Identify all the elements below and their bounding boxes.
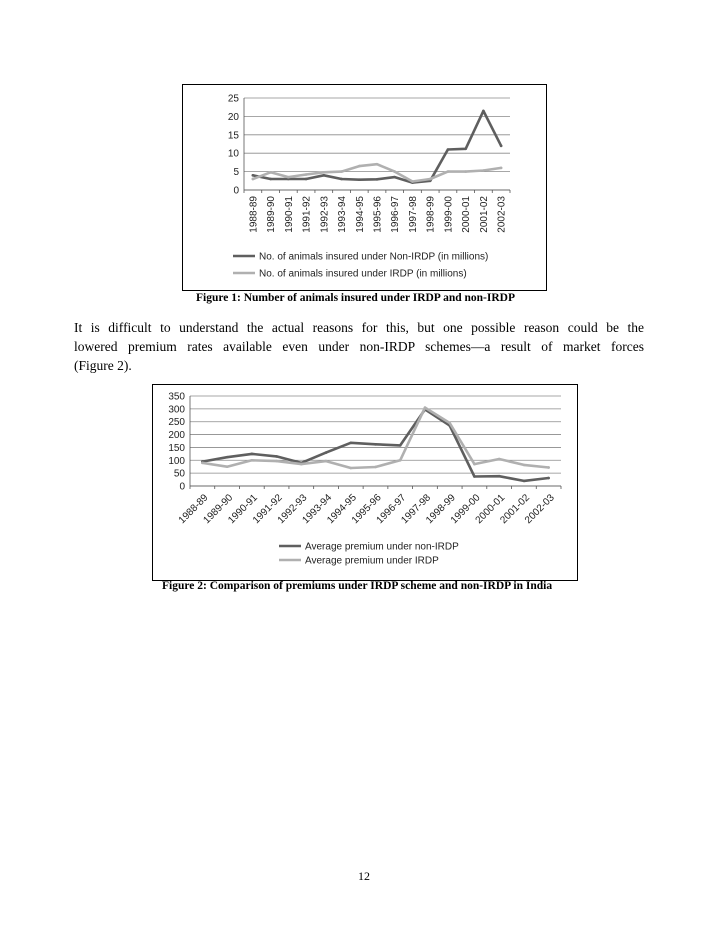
x-tick-label: 1989-90 — [201, 492, 236, 527]
x-tick-label: 2001-02 — [478, 196, 490, 233]
data-point — [300, 463, 303, 466]
data-point — [269, 178, 272, 181]
paragraph-line: lowered premium rates available even under non-IRDP schemes—a result of market forces — [74, 339, 644, 354]
data-point — [251, 459, 254, 462]
x-tick-label: 1999-00 — [443, 196, 455, 233]
x-tick-label: 1990-91 — [226, 492, 260, 527]
x-tick-label: 1999-00 — [448, 492, 483, 527]
x-tick-label: 1995-96 — [349, 492, 384, 527]
page-number: 12 — [358, 869, 370, 883]
y-tick-label: 0 — [233, 185, 239, 197]
y-tick-label: 150 — [168, 442, 185, 454]
data-point — [325, 451, 328, 454]
data-point — [500, 145, 503, 148]
x-tick-label: 2002-03 — [496, 196, 508, 233]
series-line-2 — [202, 408, 548, 468]
x-tick-label: 1998-99 — [425, 196, 437, 233]
x-tick-label: 1994-95 — [325, 492, 359, 527]
x-tick-label: 1991-92 — [250, 492, 285, 527]
x-tick-label: 1988-89 — [248, 196, 260, 233]
x-tick-label: 2000-01 — [473, 492, 508, 527]
legend-label: No. of animals insured under Non-IRDP (in millions) — [259, 251, 489, 263]
x-tick-label: 2002-03 — [523, 492, 557, 527]
x-tick-label: 1992-93 — [275, 492, 310, 527]
data-point — [340, 178, 343, 181]
data-point — [523, 480, 526, 483]
figure-2-caption: Figure 2: Comparison of premiums under IRDP scheme and non-IRDP in India — [162, 580, 553, 592]
data-point — [252, 174, 255, 177]
y-tick-label: 300 — [168, 404, 185, 416]
figure-1-chart — [182, 84, 547, 291]
data-point — [275, 460, 278, 463]
x-tick-label: 1990-91 — [283, 196, 295, 233]
y-tick-label: 350 — [168, 391, 185, 403]
x-tick-label: 1997-98 — [407, 196, 419, 233]
x-tick-label: 1992-93 — [319, 196, 331, 233]
data-point — [325, 460, 328, 463]
x-tick-label: 1989-90 — [266, 196, 278, 233]
y-tick-label: 200 — [168, 430, 185, 442]
legend-label: Average premium under IRDP — [305, 555, 439, 567]
data-point — [411, 180, 414, 183]
data-point — [464, 170, 467, 173]
data-point — [376, 178, 379, 181]
x-tick-label: 1988-89 — [176, 492, 211, 527]
data-point — [498, 458, 501, 461]
data-point — [252, 178, 255, 181]
y-tick-label: 50 — [173, 468, 185, 480]
y-tick-label: 25 — [227, 93, 239, 105]
x-tick-label: 2001-02 — [498, 492, 533, 527]
body-paragraph — [74, 318, 644, 375]
y-tick-label: 100 — [168, 455, 185, 467]
data-point — [226, 465, 229, 468]
figure-1-caption: Figure 1: Number of animals insured under IRDP and non-IRDP — [196, 292, 515, 304]
y-tick-label: 10 — [227, 148, 239, 160]
paragraph-line: (Figure 2). — [74, 358, 132, 373]
figure-2-chart — [152, 384, 578, 581]
paragraph-line: It is difficult to understand the actual reasons for this, but one possible reason could be the — [74, 320, 644, 335]
data-point — [399, 459, 402, 462]
data-point — [447, 170, 450, 173]
data-point — [305, 173, 308, 176]
legend-label: Average premium under non-IRDP — [305, 541, 459, 553]
x-tick-label: 1991-92 — [301, 196, 313, 233]
data-point — [374, 443, 377, 446]
data-point — [251, 453, 254, 456]
data-point — [376, 163, 379, 166]
x-tick-label: 1998-99 — [424, 492, 458, 527]
x-tick-label: 1996-97 — [390, 196, 402, 233]
data-point — [473, 475, 476, 478]
data-point — [323, 174, 326, 177]
data-point — [473, 463, 476, 466]
data-point — [358, 165, 361, 168]
data-point — [429, 178, 432, 181]
data-point — [358, 178, 361, 181]
data-point — [349, 442, 352, 445]
legend-label: No. of animals insured under IRDP (in millions) — [259, 268, 467, 280]
y-tick-label: 5 — [233, 167, 239, 179]
data-point — [287, 176, 290, 179]
data-point — [226, 456, 229, 459]
data-point — [374, 466, 377, 469]
x-tick-label: 2000-01 — [461, 196, 473, 233]
data-point — [424, 406, 427, 409]
data-point — [275, 455, 278, 458]
data-point — [482, 169, 485, 172]
y-tick-label: 0 — [179, 481, 185, 493]
data-point — [399, 444, 402, 447]
x-tick-label: 1995-96 — [372, 196, 384, 233]
data-point — [393, 170, 396, 173]
y-tick-label: 250 — [168, 417, 185, 429]
data-point — [448, 422, 451, 425]
data-point — [547, 477, 550, 480]
x-tick-label: 1994-95 — [354, 196, 366, 233]
data-point — [349, 467, 352, 470]
figure-1-svg — [183, 85, 546, 290]
data-point — [523, 464, 526, 467]
x-tick-label: 1993-94 — [300, 492, 335, 527]
data-point — [447, 148, 450, 151]
data-point — [498, 475, 501, 478]
data-point — [393, 176, 396, 179]
figure-2-svg — [153, 385, 577, 580]
data-point — [201, 462, 204, 465]
y-tick-label: 20 — [227, 111, 239, 123]
x-tick-label: 1997-98 — [399, 492, 434, 527]
x-tick-label: 1996-97 — [374, 492, 409, 527]
x-tick-label: 1993-94 — [337, 196, 349, 233]
data-point — [305, 178, 308, 181]
data-point — [340, 170, 343, 173]
data-point — [464, 147, 467, 150]
data-point — [500, 167, 503, 170]
data-point — [269, 171, 272, 174]
data-point — [323, 171, 326, 174]
data-point — [547, 466, 550, 469]
y-tick-label: 15 — [227, 130, 239, 142]
data-point — [482, 110, 485, 113]
